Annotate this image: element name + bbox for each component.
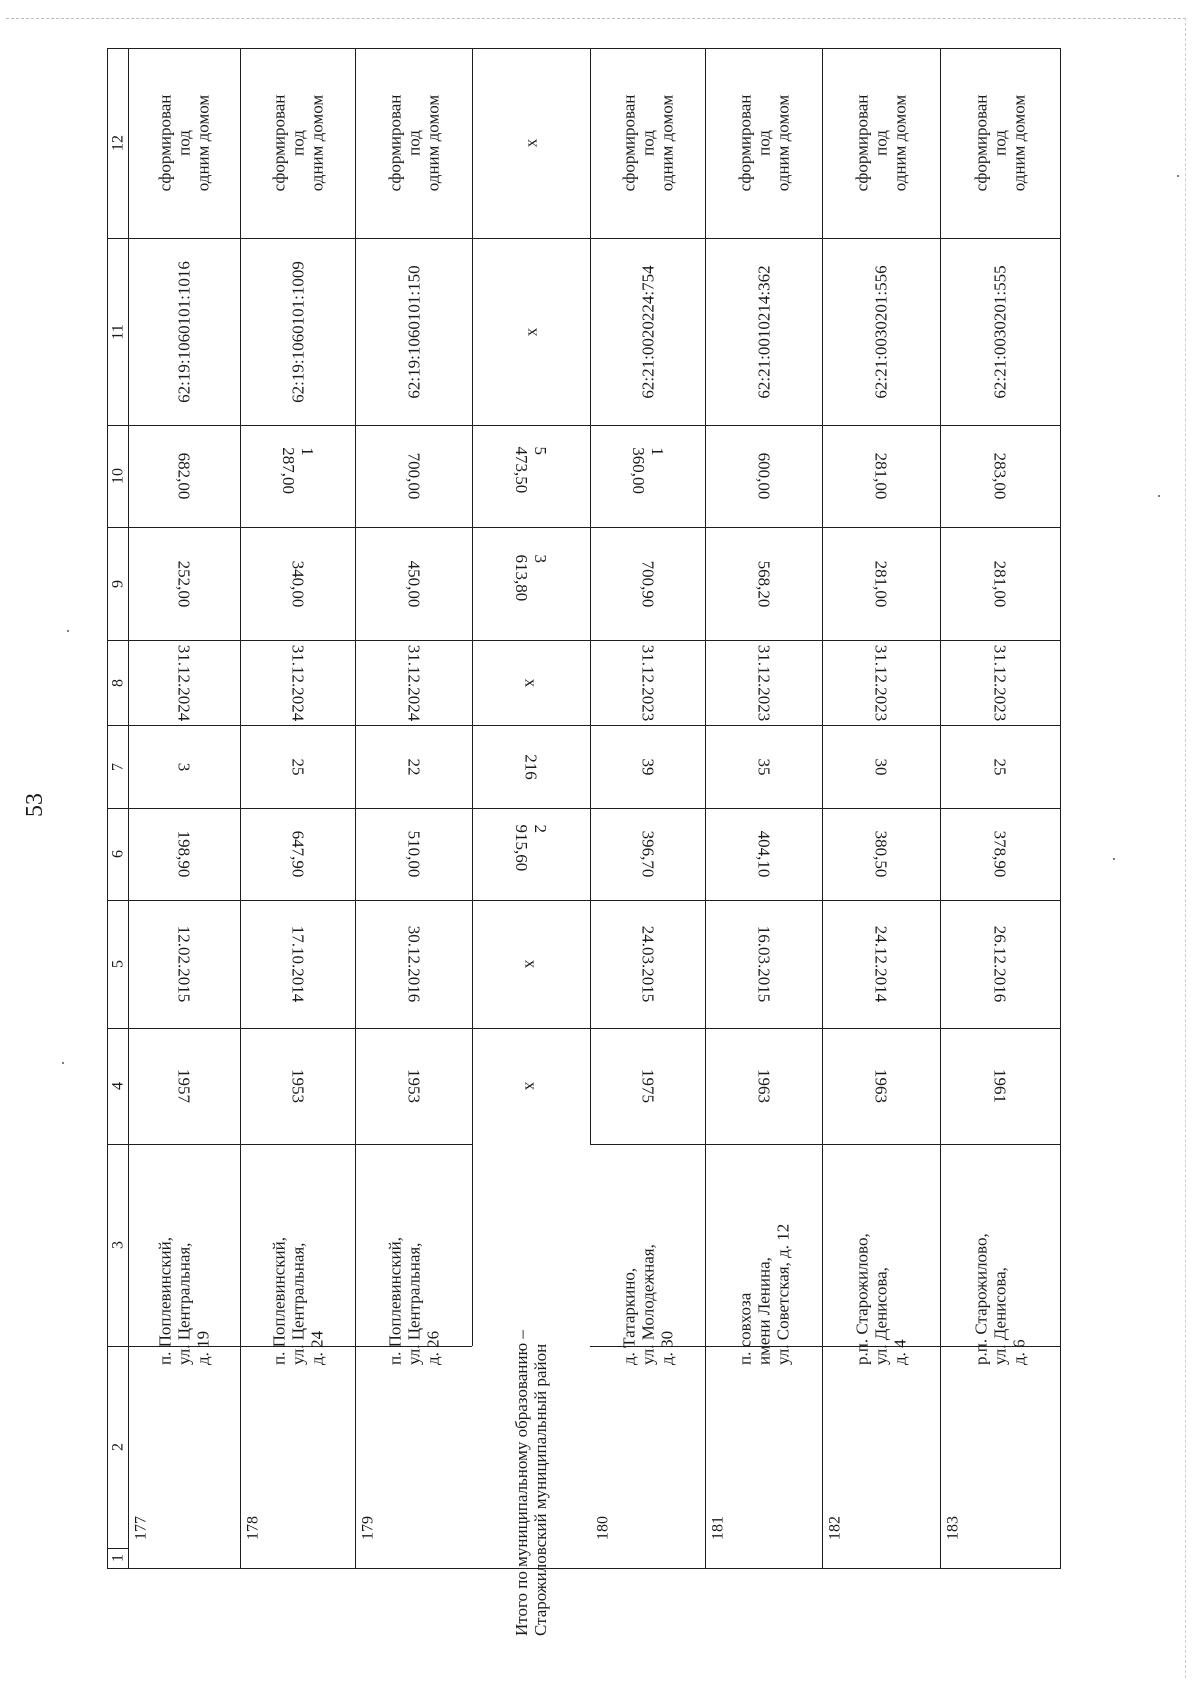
cadastral-number-cell: 62:21:0020224:754 (638, 264, 657, 399)
year-cell: 1961 (990, 1069, 1010, 1103)
area-a-cell: 700,90 (638, 560, 657, 607)
column-number: 12 (109, 135, 126, 151)
date-cell: 17.10.2014 (288, 925, 307, 1003)
deadline-cell: 31.12.2023 (638, 644, 657, 721)
deadline-cell: 31.12.2024 (288, 644, 307, 721)
year-cell: 1975 (638, 1069, 657, 1103)
year-cell: 1963 (871, 1069, 891, 1103)
deadline-cell: 31.12.2024 (174, 644, 194, 721)
address-cell: п. совхоза имени Ленина, ул. Советская, д. 12 (735, 1223, 792, 1365)
date-cell: 24.12.2014 (871, 925, 891, 1003)
cadastral-number-cell: 62:19:1060101:1009 (288, 260, 307, 403)
area-cell: 380,50 (871, 830, 891, 878)
total-deadline-cell: х (521, 678, 541, 687)
total-area-cell: 2 915,60 (512, 824, 550, 872)
column-number: 3 (109, 1241, 126, 1249)
area-cell: 510,00 (404, 830, 423, 878)
address-cell: р.п. Старожилово, ул. Денисова, д. 6 (971, 1233, 1029, 1365)
residents-cell: 39 (638, 758, 657, 775)
area-a-cell: 340,00 (288, 560, 307, 607)
total-cadastral-number-cell: х (521, 327, 541, 336)
cadastral-number-cell: 62:21:0030201:555 (990, 264, 1010, 399)
area-b-cell: 700,00 (404, 452, 423, 500)
date-cell: 12.02.2015 (174, 925, 194, 1003)
deadline-cell: 31.12.2023 (990, 644, 1010, 721)
area-a-cell: 281,00 (871, 560, 891, 607)
total-residents-cell: 216 (521, 753, 541, 780)
deadline-cell: 31.12.2023 (871, 644, 891, 721)
year-cell: 1953 (404, 1069, 423, 1103)
cadastral-number-cell: 62:19:1060101:150 (404, 264, 423, 399)
row-number: 178 (244, 1516, 262, 1540)
area-cell: 198,90 (174, 830, 194, 878)
row-number: 177 (132, 1516, 150, 1540)
residents-cell: 22 (404, 758, 423, 775)
cadastral-number-cell: 62:21:0030201:556 (871, 264, 891, 399)
column-number: 5 (109, 960, 126, 968)
row-number: 180 (594, 1516, 612, 1540)
column-number: 1 (109, 1554, 126, 1562)
column-number: 2 (109, 1443, 126, 1451)
row-number: 181 (709, 1516, 727, 1540)
status-cell: сформирован под одним домом (155, 94, 213, 192)
year-cell: 1953 (288, 1069, 307, 1103)
column-number: 11 (109, 323, 126, 340)
column-number: 6 (109, 850, 126, 858)
residents-cell: 3 (174, 762, 194, 771)
area-cell: 647,90 (288, 830, 307, 878)
residents-cell: 25 (990, 758, 1010, 775)
total-year-cell: х (521, 1081, 541, 1091)
area-a-cell: 252,00 (174, 560, 194, 607)
status-cell: сформирован под одним домом (619, 94, 676, 192)
area-b-cell: 283,00 (990, 452, 1010, 500)
area-a-cell: 281,00 (990, 560, 1010, 607)
area-cell: 378,90 (990, 830, 1010, 878)
area-b-cell: 682,00 (174, 452, 194, 500)
date-cell: 26.12.2016 (990, 925, 1010, 1003)
date-cell: 24.03.2015 (638, 925, 657, 1003)
table-border (1060, 48, 1061, 1568)
row-number: 183 (944, 1516, 962, 1540)
status-cell: сформирован под одним домом (735, 94, 792, 192)
area-b-cell: 1 360,00 (628, 447, 667, 494)
cadastral-number-cell: 62:21:0010214:362 (754, 264, 773, 399)
area-b-cell: 1 287,00 (278, 447, 317, 494)
residents-cell: 30 (871, 758, 891, 775)
date-cell: 16.03.2015 (754, 925, 773, 1003)
cadastral-number-cell: 62:19:1060101:1016 (174, 260, 194, 403)
area-a-cell: 568,20 (754, 560, 773, 607)
address-cell: п. Поплевинский, ул. Центральная, д. 26 (385, 1237, 442, 1365)
table-border (107, 1568, 1061, 1569)
area-a-cell: 450,00 (404, 560, 423, 607)
column-number: 7 (109, 762, 126, 771)
page-number: 53 (22, 793, 48, 817)
total-status-cell: х (521, 138, 541, 148)
area-cell: 404,10 (754, 830, 773, 878)
area-b-cell: 281,00 (871, 452, 891, 500)
year-cell: 1963 (754, 1069, 773, 1103)
total-area-a-cell: 3 613,80 (512, 554, 550, 601)
address-cell: р.п. Старожилово, ул. Денисова, д. 4 (852, 1233, 910, 1365)
column-number: 9 (109, 579, 126, 588)
total-area-b-cell: 5 473,50 (512, 446, 550, 494)
year-cell: 1957 (174, 1069, 194, 1103)
address-cell: п. Поплевинский, ул. Центральная, д. 19 (155, 1237, 213, 1365)
residents-cell: 35 (754, 758, 773, 775)
deadline-cell: 31.12.2024 (404, 644, 423, 721)
address-cell: п. Поплевинский, ул. Центральная, д. 24 (269, 1237, 326, 1365)
area-b-cell: 600,00 (754, 452, 773, 500)
status-cell: сформирован под одним домом (852, 94, 910, 192)
row-number: 182 (826, 1516, 844, 1540)
total-date-cell: х (521, 959, 541, 969)
residents-cell: 25 (288, 758, 307, 775)
date-cell: 30.12.2016 (404, 925, 423, 1003)
total-label-cell: Итого по муниципальному образованию – Старожиловский муниципальный район (512, 1330, 550, 1636)
status-cell: сформирован под одним домом (971, 94, 1029, 192)
column-number: 10 (109, 468, 126, 484)
deadline-cell: 31.12.2023 (754, 644, 773, 721)
status-cell: сформирован под одним домом (385, 94, 442, 192)
address-cell: д. Татаркино, ул. Молодежная, д. 30 (619, 1244, 676, 1365)
area-cell: 396,70 (638, 830, 657, 878)
column-number: 8 (109, 678, 126, 687)
status-cell: сформирован под одним домом (269, 94, 326, 192)
column-number: 4 (109, 1082, 126, 1090)
row-number: 179 (359, 1516, 377, 1540)
